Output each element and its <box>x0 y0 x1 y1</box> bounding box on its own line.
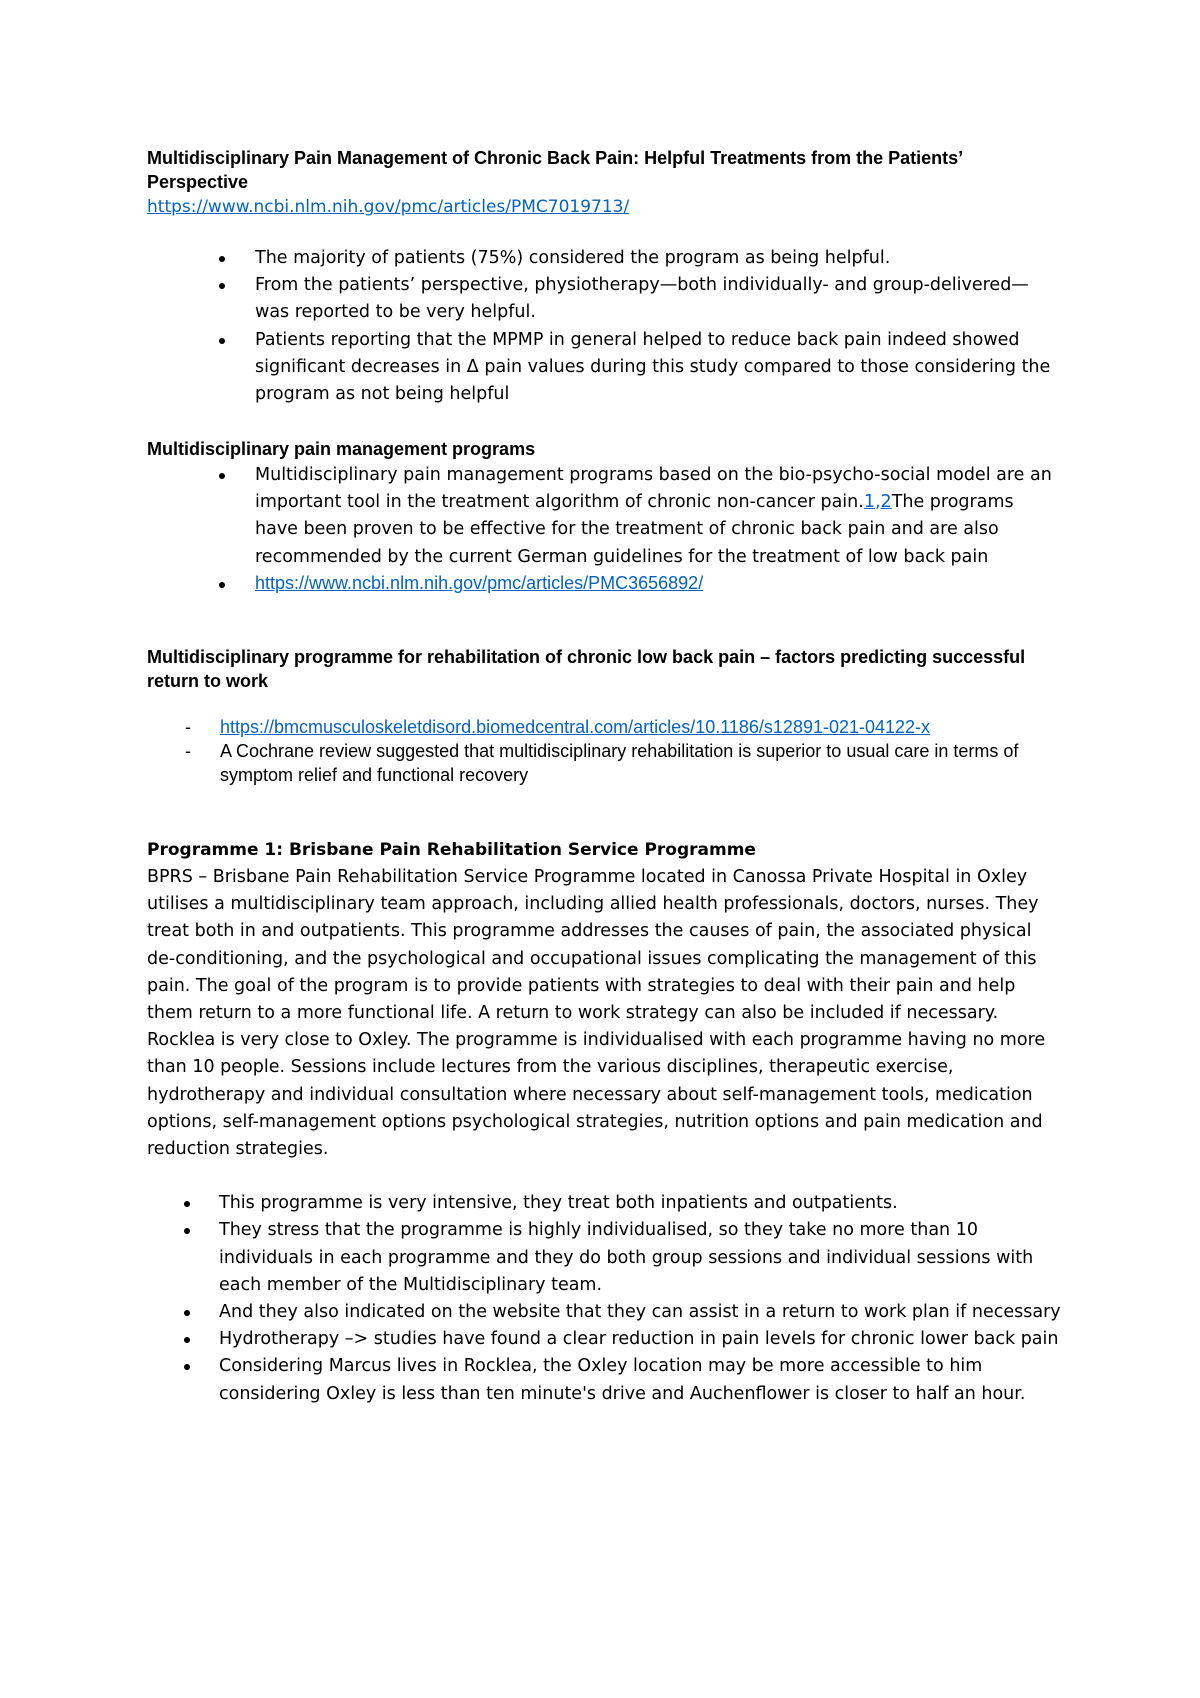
list-item: Considering Marcus lives in Rocklea, the Oxley location may be more accessible to him considering Oxley is less than ten minute's drive and Auchenflower is closer to half an hour. <box>147 1353 1062 1407</box>
article-link[interactable]: https://www.ncbi.nlm.nih.gov/pmc/articles/PMC7019713/ <box>147 197 630 217</box>
bullet-icon <box>184 1337 190 1343</box>
section-title: Multidisciplinary pain management programs <box>147 439 536 459</box>
list-item: This programme is very intensive, they treat both inpatients and outpatients. <box>147 1190 1062 1217</box>
list-item: Patients reporting that the MPMP in general helped to reduce back pain indeed showed significant decreases in Δ pain values during this study compared to those considering the program as not being helpful <box>147 327 1062 409</box>
section-helpful-treatments <box>147 146 1062 408</box>
list-item: Multidisciplinary pain management programs based on the bio-psycho-social model are an important tool in the treatment algorithm of chronic non-cancer pain.1,2The programs have been proven to be effective for the treatment of chronic back pain and are also recommended by the current German guidelines for the treatment of low back pain <box>147 462 1062 571</box>
list-item <box>147 571 1062 598</box>
section-rehabilitation <box>147 645 1062 787</box>
programme-description: BPRS – Brisbane Pain Rehabilitation Service Programme located in Canossa Private Hospital in Oxley utilises a multidisciplinary team approach, including allied health professionals, doctors, nurses. They treat both in and outpatients. This programme addresses the causes of pain, the associated physical de-conditioning, and the psychological and occupational issues complicating the management of this pain. The goal of the program is to provide patients with strategies to deal with their pain and help them return to a more functional life. A return to work strategy can also be included if necessary. Rocklea is very close to Oxley. The programme is individualised with each programme having no more than 10 people. Sessions include lectures from the various disciplines, therapeutic exercise, hydrotherapy and individual consultation where necessary about self-management tools, medication options, self-management options psychological strategies, nutrition options and pain medication and reduction strategies. <box>147 867 1046 1160</box>
reference-link-1[interactable]: 1 <box>863 492 875 513</box>
list-item: Hydrotherapy –> studies have found a clear reduction in pain levels for chronic lower back pain <box>147 1326 1062 1353</box>
programs-list <box>147 462 1062 598</box>
findings-list <box>147 245 1062 408</box>
list-item: The majority of patients (75%) considered the program as being helpful. <box>147 245 1062 272</box>
list-item: They stress that the programme is highly individualised, so they take no more than 10 individuals in each programme and they do both group sessions and individual sessions with each member of the Multidisciplinary team. <box>147 1217 1062 1299</box>
list-item <box>147 715 1062 739</box>
programme-notes-list <box>147 1190 1062 1408</box>
bullet-icon <box>219 338 225 344</box>
list-item: And they also indicated on the website that they can assist in a return to work plan if necessary <box>147 1299 1062 1326</box>
section-title: Programme 1: Brisbane Pain Rehabilitation Service Programme <box>147 840 756 860</box>
bullet-icon <box>184 1310 190 1316</box>
list-item: From the patients’ perspective, physiotherapy—both individually- and group-delivered—was reported to be very helpful. <box>147 272 1062 326</box>
rehab-list <box>147 715 1062 787</box>
section-title: Multidisciplinary Pain Management of Chronic Back Pain: Helpful Treatments from the Patients’ Perspective <box>147 148 963 192</box>
bullet-icon <box>219 582 225 588</box>
dash-bullet: - <box>185 717 191 737</box>
list-item: - A Cochrane review suggested that multidisciplinary rehabilitation is superior to usual care in terms of symptom relief and functional recovery <box>185 741 1019 785</box>
article-link[interactable]: https://bmcmusculoskeletdisord.biomedcentral.com/articles/10.1186/s12891-021-04122-x <box>220 717 931 737</box>
bullet-icon <box>219 283 225 289</box>
bullet-icon <box>184 1228 190 1234</box>
section-programme-1 <box>147 837 1062 1408</box>
bullet-icon <box>184 1201 190 1207</box>
dash-bullet: - <box>185 741 191 761</box>
article-link[interactable]: https://www.ncbi.nlm.nih.gov/pmc/articles/PMC3656892/ <box>255 572 704 593</box>
section-title: Multidisciplinary programme for rehabilitation of chronic low back pain – factors predicting successful return to work <box>147 647 1026 691</box>
bullet-icon <box>219 256 225 262</box>
bullet-icon <box>219 473 225 479</box>
bullet-icon <box>184 1364 190 1370</box>
section-pain-programs <box>147 437 1062 598</box>
reference-link-2[interactable]: 2 <box>880 492 892 513</box>
